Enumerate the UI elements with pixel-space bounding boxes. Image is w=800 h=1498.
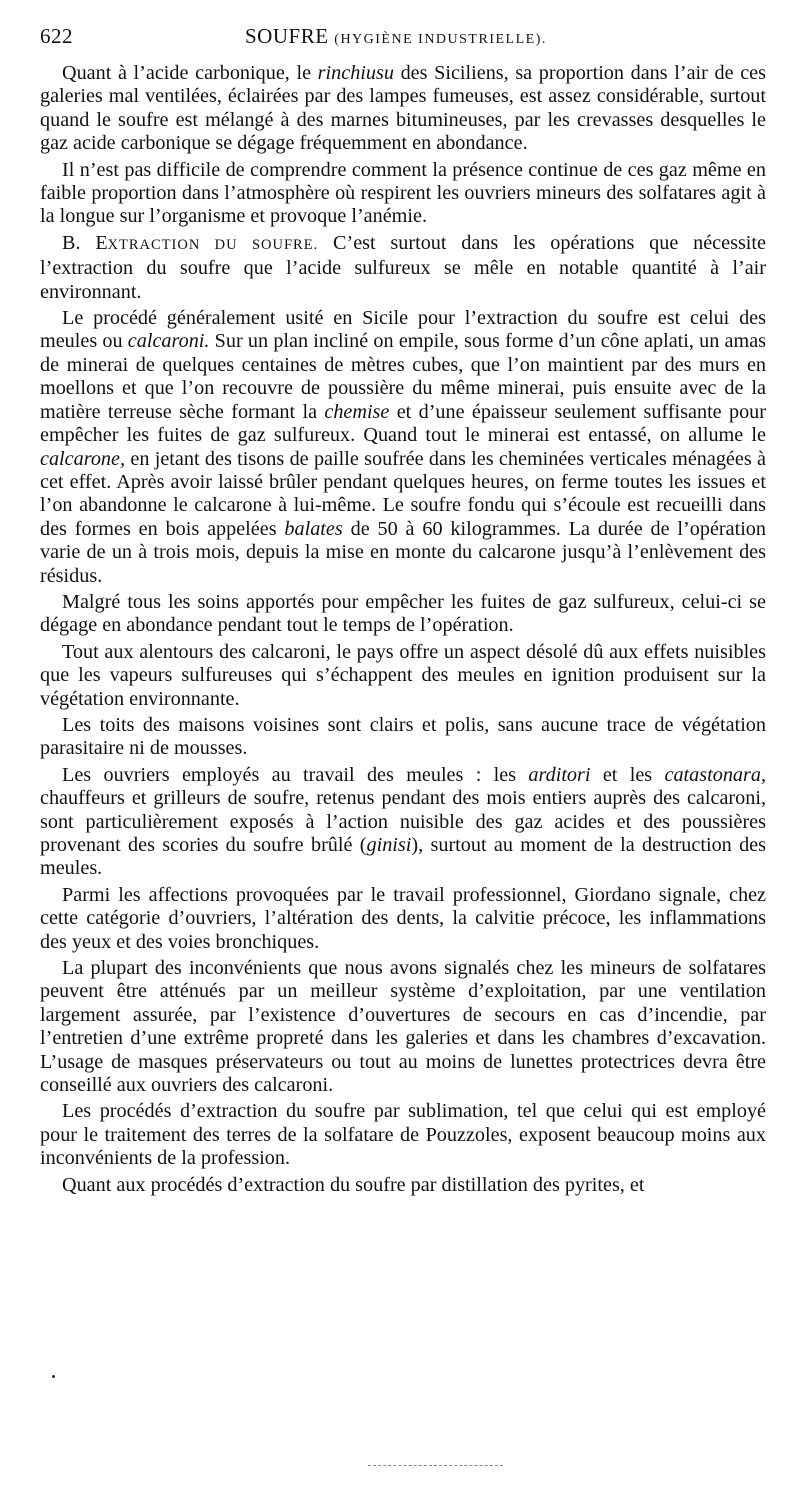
running-title-main: SOUFRE bbox=[245, 24, 329, 48]
paragraph bbox=[40, 1174, 766, 1197]
paragraph bbox=[40, 232, 766, 304]
text-run: Quant aux procédés d’extraction du soufre par distillation des pyrites, et bbox=[62, 1173, 645, 1196]
body-text bbox=[40, 62, 766, 1197]
print-speck bbox=[52, 1375, 55, 1378]
text-run: Quant à l’acide carbonique, le bbox=[62, 62, 318, 84]
paragraph bbox=[40, 641, 766, 711]
italic-term: rinchiusu bbox=[317, 62, 394, 84]
text-run: Tout aux alentours des calcaroni, le pays offre un aspect désolé dû aux effets nuisibles que les vapeurs sulfureuses qui s’échappent des meules en ignition produisent sur la végétation environnante. bbox=[40, 640, 766, 710]
text-run: en jetant des tisons de paille soufrée dans les cheminées verticales ménagées à cet effet. Après avoir laissé brûler pendant quelques heures, on ferme toutes les issues et l’on abandonne le calcarone à lui-même. Le soufre fondu qui s’écoule est recueilli dans des formes en bois appelées bbox=[40, 447, 766, 540]
text-run: ), surtout au moment de la destruction des meules. bbox=[40, 834, 766, 880]
running-title-subtitle: (HYGIÈNE INDUSTRIELLE). bbox=[334, 32, 547, 47]
paragraph bbox=[40, 884, 766, 954]
paragraph bbox=[40, 159, 766, 229]
italic-term: chemise bbox=[324, 400, 390, 423]
italic-term: balates bbox=[284, 517, 343, 540]
italic-term: calcarone, bbox=[40, 447, 126, 470]
text-run: Parmi les affections provoquées par le travail professionnel, Giordano signale, chez cette catégorie d’ouvriers, l’altération des dents, la calvitie précoce, les inflammations des yeux et des voies bronchiques. bbox=[40, 883, 766, 953]
italic-term: calcaroni. bbox=[127, 330, 210, 353]
text-run: Malgré tous les soins apportés pour empêcher les fuites de gaz sulfureux, celui-ci se dégage en abondance pendant tout le temps de l’opération. bbox=[40, 590, 766, 637]
text-run: B. bbox=[62, 231, 96, 254]
text-run: chauffeurs et grilleurs de soufre, retenus pendant des mois entiers auprès des calcaroni, sont particulièrement exposés à l’action nuisible des gaz acides et des poussières provenant des scories du soufre brûlé ( bbox=[40, 787, 766, 856]
paragraph bbox=[40, 764, 766, 881]
paragraph bbox=[40, 307, 766, 588]
section-heading-initial: E bbox=[95, 231, 108, 254]
text-run: C’est surtout dans les opérations que nécessite l’extraction du soufre que l’acide sulfureux se mêle en notable quantité à l’air environnant. bbox=[40, 231, 766, 303]
text-run: La plupart des inconvénients que nous avons signalés chez les mineurs de solfatares peuvent être atténués par un meilleur système d’exploitation, par une ventilation largement assurée, par l’existence d’ouvertures de secours en cas d’incendie, par l’entretien d’une extrême propreté dans les galeries et dans les chambres d’excavation. L’usage de masques préservateurs ou tout au moins de lunettes protectrices devra être conseillé aux ouvriers des calcaroni. bbox=[40, 957, 766, 1097]
text-run: Le procédé généralement usité en Sicile pour l’extraction du soufre est celui des meules ou bbox=[40, 307, 766, 353]
text-run: et les bbox=[590, 763, 665, 786]
paragraph bbox=[40, 957, 766, 1097]
italic-term: arditori bbox=[528, 763, 591, 786]
text-run: des Siciliens, sa proportion dans l’air de ces galeries mal ventilées, éclairées par des lampes fumeuses, est assez considérable, surtout quand le soufre est mélangé à des marnes bitumineuses, par les crevasses desquelles le gaz acide carbonique se dégage fréquemment en abondance. bbox=[40, 62, 766, 155]
book-page bbox=[40, 24, 766, 1200]
page-number: 622 bbox=[40, 24, 73, 48]
text-run: de 50 à 60 kilogrammes. La durée de l’opération varie de un à trois mois, depuis la mise en monte du calcarone jusqu’à l’enlèvement des résidus. bbox=[40, 517, 766, 587]
paragraph bbox=[40, 714, 766, 761]
running-header bbox=[40, 24, 766, 54]
text-run: et d’une épaisseur seulement suffisante pour empêcher les fuites de gaz sulfureux. Quand tout le minerai est entassé, on allume le bbox=[40, 400, 766, 447]
paragraph bbox=[40, 62, 766, 156]
text-run: Les toits des maisons voisines sont clairs et polis, sans aucune trace de végétation parasitaire ni de mousses. bbox=[40, 713, 766, 760]
footer-rule bbox=[368, 1465, 503, 1466]
running-title bbox=[245, 24, 547, 49]
text-run: Les procédés d’extraction du soufre par sublimation, tel que celui qui est employé pour le traitement des terres de la solfatare de Pouzzoles, exposent beaucoup moins aux inconvénients de la profession. bbox=[40, 1100, 766, 1170]
text-run: Les ouvriers employés au travail des meules : les bbox=[62, 763, 529, 786]
section-heading: XTRACTION DU SOUFRE. bbox=[107, 236, 319, 253]
paragraph bbox=[40, 591, 766, 638]
text-run: Sur un plan incliné on empile, sous forme d’un cône aplati, un amas de minerai de quelques centaines de mètres cubes, que l’on maintient par des murs en moellons et que l’on recouvre de poussière du même minerai, puis ensuite avec de la matière terreuse sèche formant la bbox=[40, 330, 767, 423]
paragraph bbox=[40, 1100, 766, 1170]
italic-term: ginisi bbox=[366, 834, 412, 856]
text-run: Il n’est pas difficile de comprendre comment la présence continue de ces gaz même en faible proportion dans l’atmosphère où respirent les ouvriers mineurs des solfatares agit à la longue sur l’organisme et provoque l’anémie. bbox=[40, 158, 766, 228]
italic-term: catastonara, bbox=[664, 763, 766, 786]
